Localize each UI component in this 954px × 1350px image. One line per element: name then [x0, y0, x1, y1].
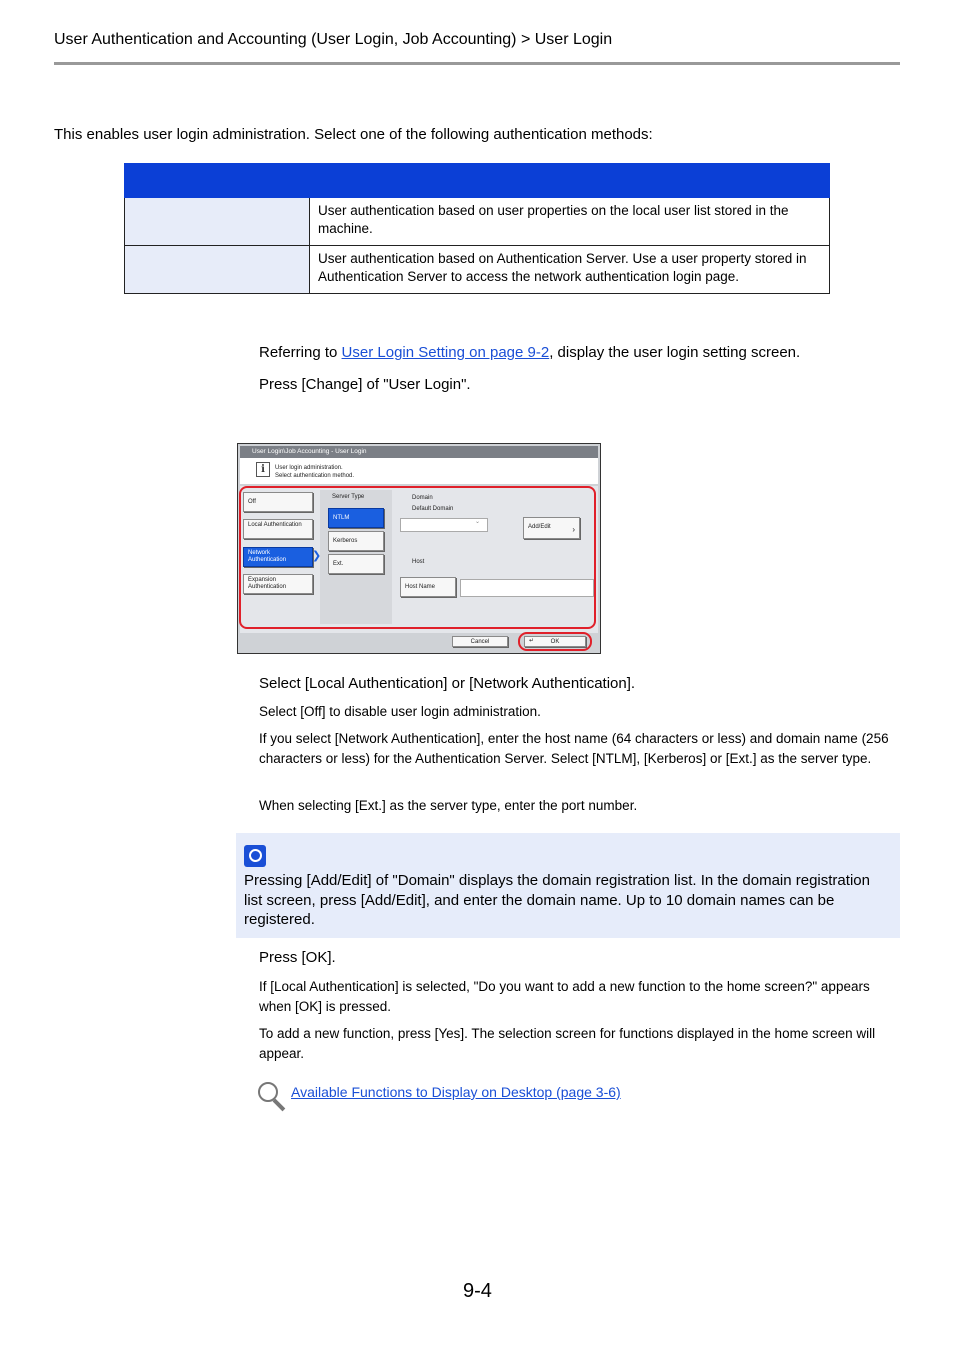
chevron-right-icon: ›: [572, 525, 575, 534]
cancel-button[interactable]: Cancel: [452, 636, 508, 647]
step-2-text: Select [Local Authentication] or [Network Authentication].: [259, 675, 636, 692]
note-text: Pressing [Add/Edit] of "Domain" displays the domain registration list. In the domain registration list screen, press [Add/Edit], and enter the domain name. Up to 10 domain names can be registered.: [244, 872, 870, 928]
step-1b-text: Press [Change] of "User Login".: [259, 376, 471, 393]
reference-magnifier-handle: [273, 1099, 286, 1112]
method-description-cell: User authentication based on Authentication Server. Use a user property stored in Authentication Server to access the network authentication login page.: [310, 246, 830, 294]
table-header-row: [125, 164, 830, 198]
step-2-sub-1: Select [Off] to disable user login administration.: [259, 704, 541, 719]
server-type-label: Server Type: [332, 494, 365, 500]
add-edit-label: Add/Edit: [528, 524, 551, 530]
note-magnifier-icon: [244, 845, 266, 867]
method-name-cell: [125, 246, 310, 294]
panel-message-box: [240, 458, 598, 484]
panel-title: User Login\Job Accounting - User Login: [240, 446, 598, 458]
server-type-ext-button[interactable]: Ext.: [328, 554, 384, 574]
selected-arrow-icon: ❯: [312, 550, 322, 562]
intro-text: This enables user login administration. Select one of the following authentication methods:: [54, 126, 653, 143]
header-rule: [54, 62, 900, 65]
step-1-prefix: Referring to: [259, 344, 342, 361]
step-1-text: [259, 344, 800, 361]
step-1-suffix: , display the user login setting screen.: [549, 344, 801, 361]
available-functions-link[interactable]: Available Functions to Display on Desktop (page 3-6): [291, 1084, 621, 1100]
ok-highlight-box: [518, 632, 592, 651]
step-3-text: Press [OK].: [259, 949, 336, 966]
domain-label: Domain: [412, 495, 433, 501]
server-type-ntlm-button[interactable]: NTLM: [328, 508, 384, 528]
table-row: [125, 198, 830, 246]
ok-label: OK: [550, 639, 560, 645]
panel-message-line2: Select authentication method.: [275, 473, 355, 479]
method-network-authentication-button[interactable]: Network Authentication: [243, 547, 313, 567]
host-name-button[interactable]: Host Name: [400, 577, 456, 597]
step-3-sub-2: To add a new function, press [Yes]. The selection screen for functions displayed in the home screen will appear.: [259, 1026, 876, 1061]
step-2-sub-2: If you select [Network Authentication], enter the host name (64 characters or less) and domain name (256 characters or less) for the Authentication Server. Select [NTLM], [Kerberos] or [Ext.] as the server type.: [259, 731, 889, 766]
table-row: [125, 246, 830, 294]
page-number: 9-4: [463, 1280, 492, 1302]
panel-message-line1: User login administration.: [275, 465, 343, 471]
step-2-sub-3: When selecting [Ext.] as the server type, enter the port number.: [259, 798, 638, 813]
authentication-methods-table: [124, 163, 830, 294]
host-label: Host: [412, 559, 425, 565]
info-icon: i: [256, 462, 270, 477]
default-domain-label: Default Domain: [412, 506, 454, 512]
table-header-cell: [310, 164, 830, 198]
settings-highlight-box: [239, 486, 596, 629]
user-login-setting-link[interactable]: User Login Setting on page 9-2: [341, 344, 550, 361]
user-login-panel-screenshot: [237, 443, 601, 654]
method-local-authentication-button[interactable]: Local Authentication: [243, 519, 313, 539]
method-description-cell: User authentication based on user properties on the local user list stored in the machine.: [310, 198, 830, 246]
enter-icon: ↵: [529, 638, 535, 644]
method-off-button[interactable]: Off: [243, 492, 313, 512]
server-type-kerberos-button[interactable]: Kerberos: [328, 531, 384, 551]
step-3-sub-1: If [Local Authentication] is selected, "Do you want to add a new function to the home screen?" appears when [OK] is pressed.: [259, 979, 870, 1014]
chevron-down-icon: ⌄: [475, 519, 481, 525]
note-box: [236, 833, 900, 938]
page-header-title: User Authentication and Accounting (User Login, Job Accounting) > User Login: [54, 31, 613, 48]
table-header-cell: [125, 164, 310, 198]
method-expansion-authentication-button[interactable]: Expansion Authentication: [243, 574, 313, 594]
method-name-cell: [125, 198, 310, 246]
